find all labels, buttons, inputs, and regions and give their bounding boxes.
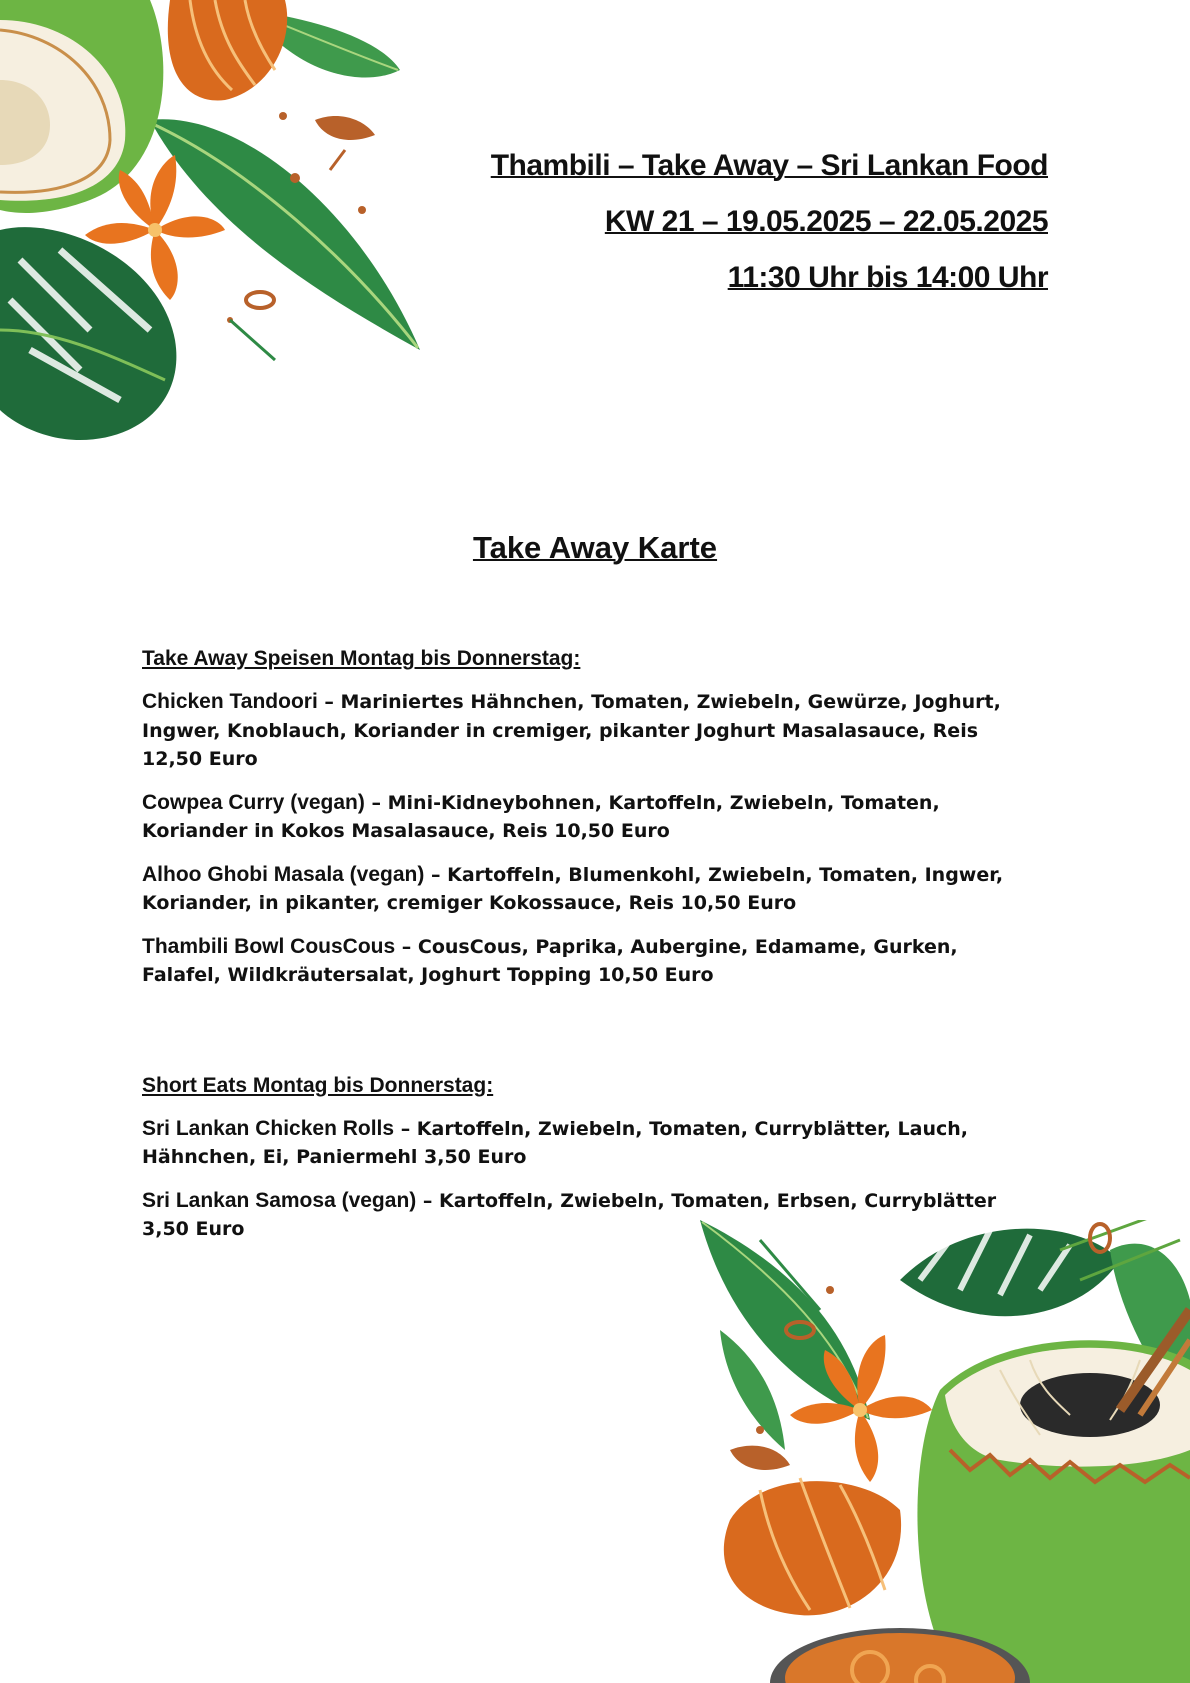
onion-icon bbox=[168, 0, 287, 100]
menu-item-description: – Mini-Kidneybohnen, Kartoffeln, Zwiebeln, Tomaten, Koriander in Kokos Masalasauce, Reis 10,50 Euro bbox=[142, 791, 940, 842]
coconut-icon bbox=[0, 0, 163, 213]
section-divider bbox=[142, 1005, 1042, 1071]
onion-icon bbox=[724, 1478, 901, 1615]
monstera-leaf-icon bbox=[0, 227, 176, 440]
menu-item bbox=[142, 1187, 1042, 1244]
menu-item bbox=[142, 789, 1042, 846]
menu-item bbox=[142, 933, 1042, 990]
tropical-illustration-top bbox=[0, 0, 430, 450]
page-title: Take Away Karte bbox=[472, 530, 718, 565]
section-short-eats bbox=[142, 1071, 1042, 1244]
menu-item-description: – Kartoffeln, Blumenkohl, Zwiebeln, Tomaten, Ingwer, Koriander, in pikanter, cremiger Kokossauce, Reis 10,50 Euro bbox=[142, 863, 1004, 914]
menu-item-description: – CousCous, Paprika, Aubergine, Edamame, Gurken, Falafel, Wildkräutersalat, Joghurt Topping 10,50 Euro bbox=[142, 935, 958, 986]
menu-item-description: – Mariniertes Hähnchen, Tomaten, Zwiebeln, Gewürze, Joghurt, Ingwer, Knoblauch, Koriander in cremiger, pikanter Joghurt Masalasauce, Reis 12,50 Euro bbox=[142, 691, 1001, 770]
section-heading: Take Away Speisen Montag bis Donnerstag: bbox=[142, 647, 581, 670]
menu-item bbox=[142, 688, 1042, 774]
section-heading: Short Eats Montag bis Donnerstag: bbox=[142, 1073, 494, 1097]
week-dates: KW 21 – 19.05.2025 – 22.05.2025 bbox=[604, 205, 1048, 238]
menu-item-name: Sri Lankan Samosa (vegan) bbox=[142, 1188, 417, 1212]
menu-item bbox=[142, 861, 1042, 918]
menu-item-name: Thambili Bowl CousCous bbox=[142, 934, 396, 958]
menu-header bbox=[491, 138, 1048, 306]
menu-item-name: Chicken Tandoori bbox=[142, 690, 318, 713]
menu-item-name: Alhoo Ghobi Masala (vegan) bbox=[142, 862, 425, 886]
tropical-illustration-bottom bbox=[700, 1220, 1190, 1683]
coconut-icon bbox=[917, 1310, 1190, 1683]
menu-item-description: – Kartoffeln, Zwiebeln, Tomaten, Curryblätter, Lauch, Hähnchen, Ei, Paniermehl 3,50 Euro bbox=[142, 1117, 968, 1168]
menu-item-description: – Kartoffeln, Zwiebeln, Tomaten, Erbsen, Curryblätter 3,50 Euro bbox=[142, 1189, 997, 1240]
menu-item-name: Sri Lankan Chicken Rolls bbox=[142, 1116, 395, 1140]
section-take-away-speisen bbox=[142, 644, 1042, 990]
menu-item bbox=[142, 1115, 1042, 1172]
opening-hours: 11:30 Uhr bis 14:00 Uhr bbox=[727, 261, 1048, 294]
menu-item-name: Cowpea Curry (vegan) bbox=[142, 790, 365, 814]
restaurant-title: Thambili – Take Away – Sri Lankan Food bbox=[490, 149, 1048, 182]
menu-content bbox=[142, 644, 1042, 1259]
